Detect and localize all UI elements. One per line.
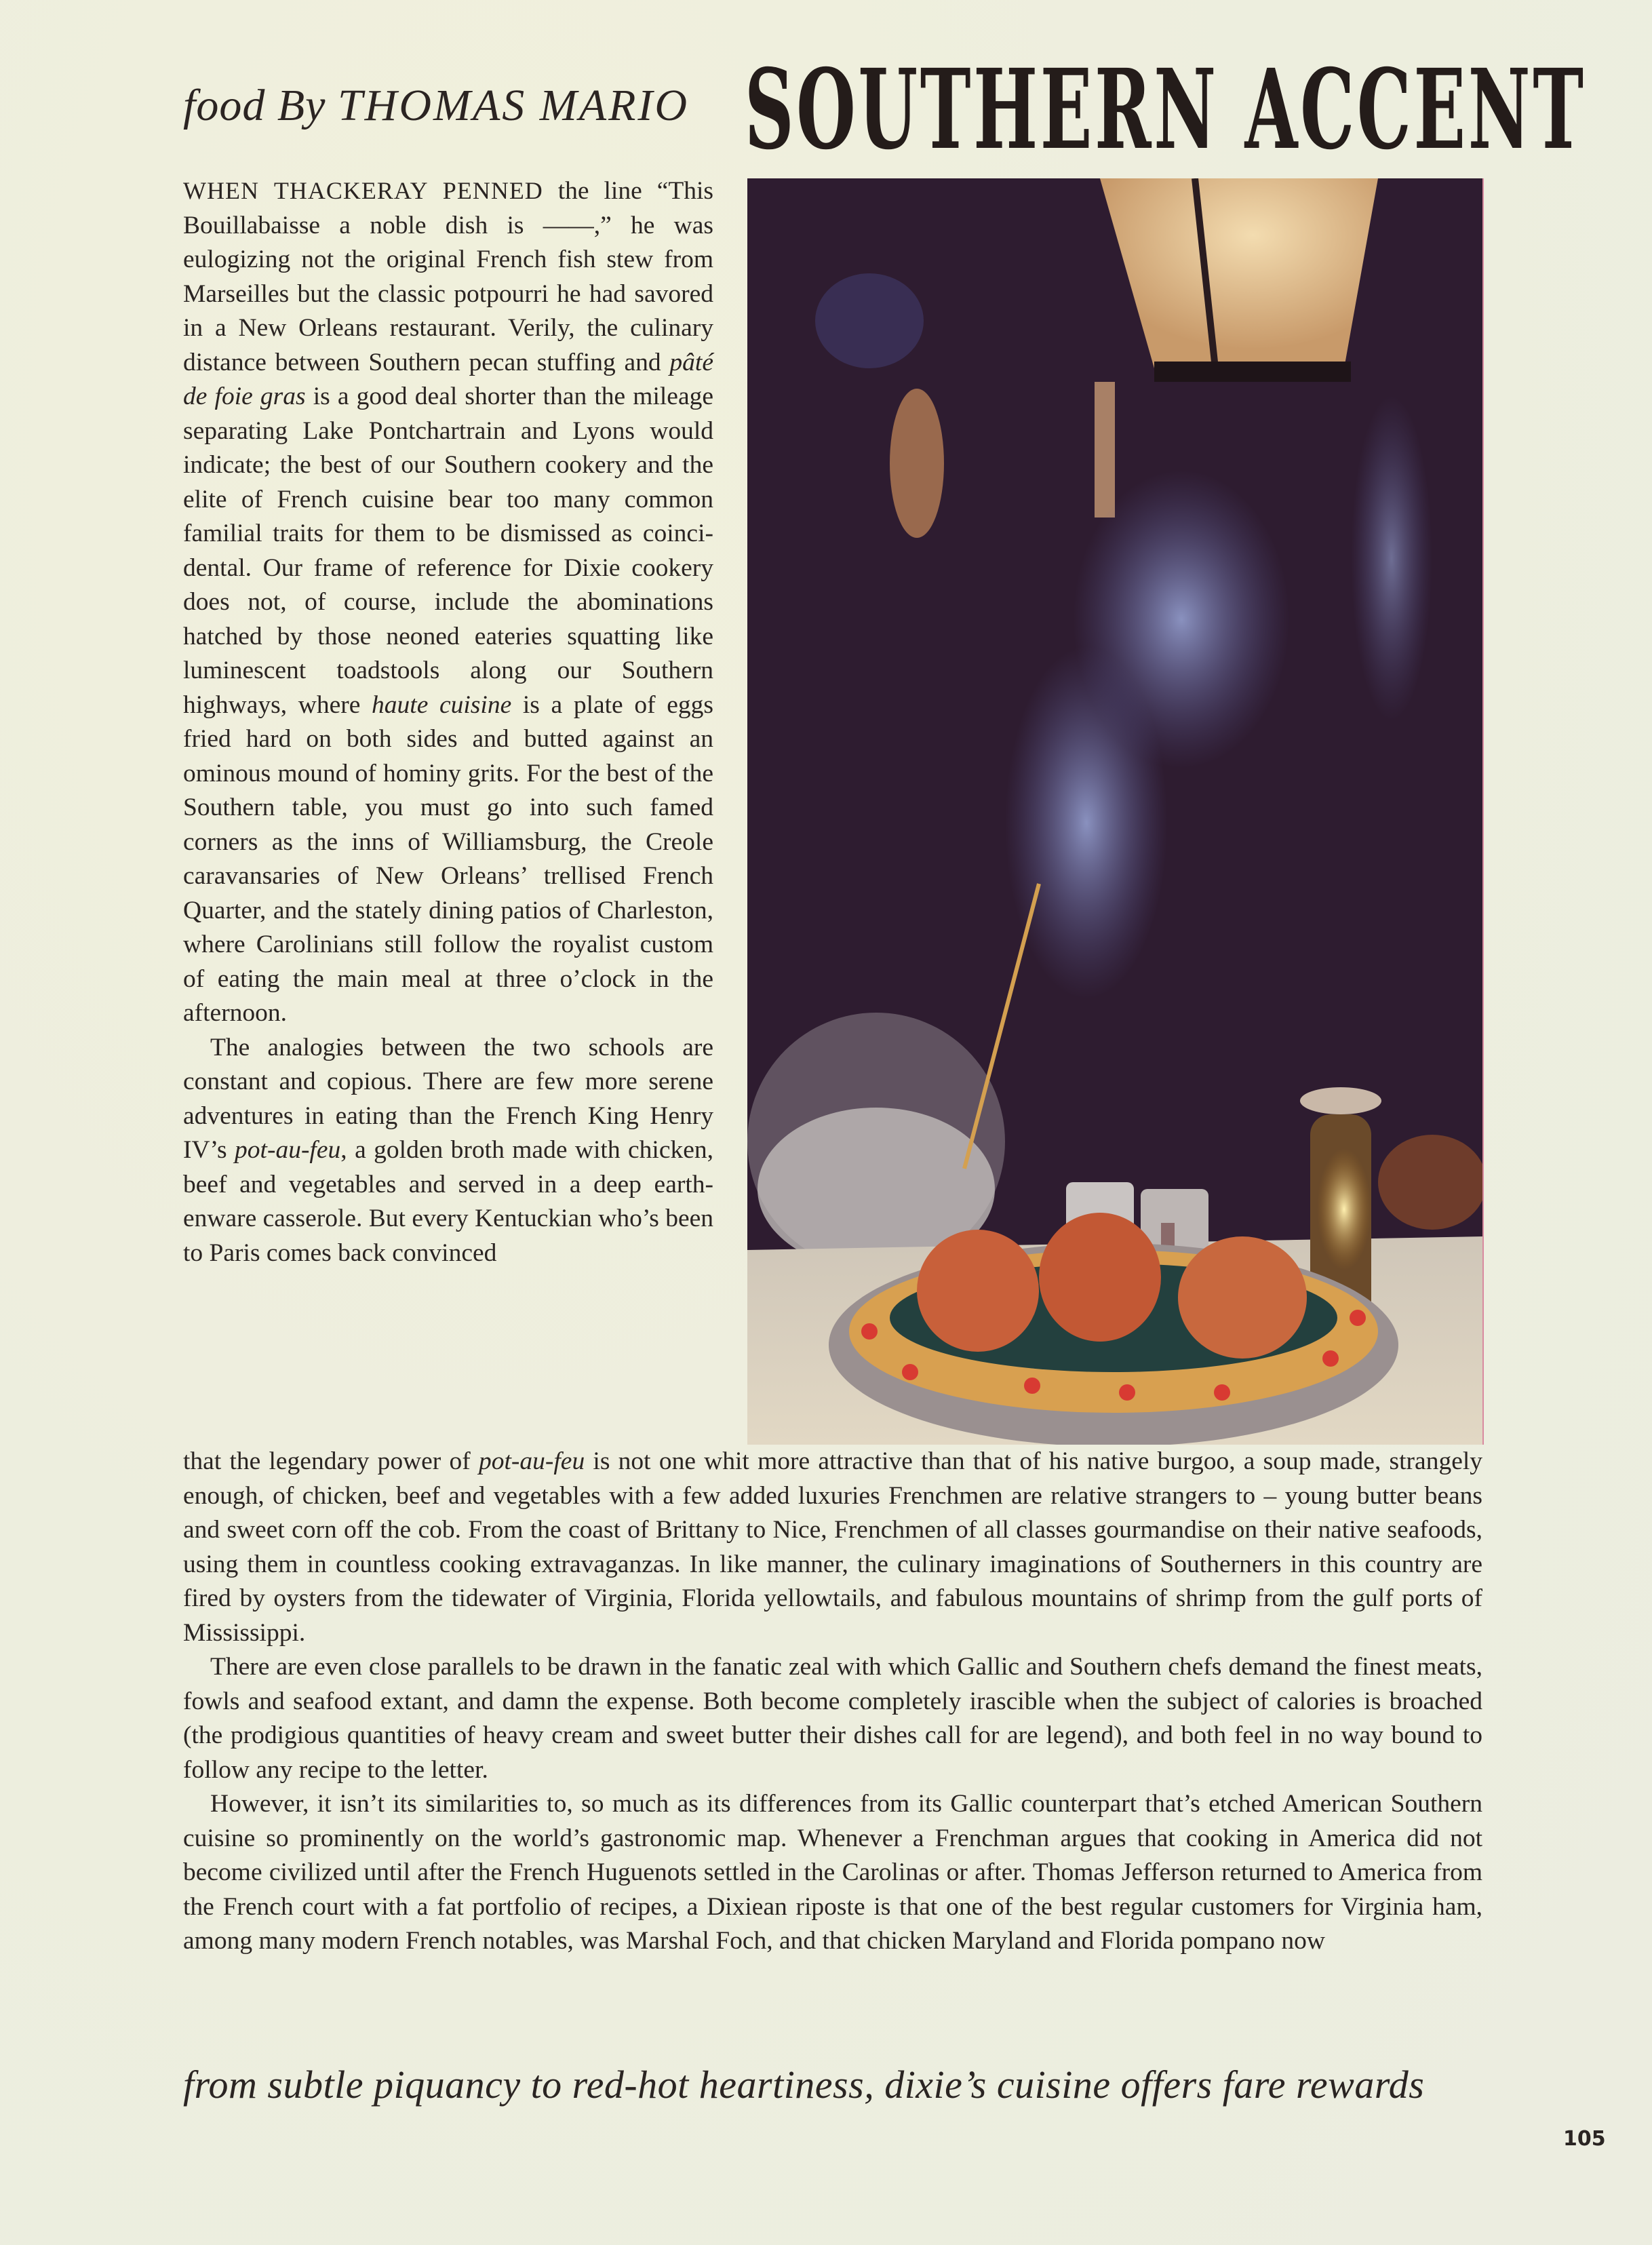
page-number: 105 bbox=[1563, 2127, 1606, 2151]
italic-term: haute cuisine bbox=[372, 690, 512, 719]
paragraph-4: However, it isn’t its similarities to, so much as its differences from its Gallic counterpart that’s etched American Southern cuisine so prominently on the world’s gastronomic map. Whenever a Frenchman argues that cooking in America did not become civilized until after the French Huguenots settled in the Carolinas or after. Thomas Jefferson returned to America from the French court with a fat portfolio of recipes, a Dixiean riposte is that one of the best regular customers for Virginia ham, among many modern French notables, was Marshal Foch, and that chicken Maryland and Florida pompano now bbox=[183, 1790, 1482, 1955]
byline-by: By bbox=[277, 81, 326, 130]
paragraph-1: WHEN THACKERAY PENNED the line “This Bouillabaisse a noble dish is ——,” he was eulogizing not the original French fish stew from Marseilles but the classic potpourri he had savored in a New Orleans restaurant. Verily, the culinary distance between Southern pecan stuffing and pâté de foie gras is a good deal shorter than the mileage separating Lake Pontchartrain and Lyons would indicate; the best of our Southern cookery and the elite of French cuisine bear too many common familial traits for them to be dismissed as coincidental. Our frame of reference for Dixie cookery does not, of course, include the abominations hatched by those neoned eateries squatting like luminescent toadstools along our Southern highways, where haute cuisine is a plate of eggs fried hard on both sides and butted against an ominous mound of hominy grits. For the best of the Southern table, you must go into such famed corners as the inns of Williamsburg, the Creole caravansaries of New Orleans’ trellised French Quarter, and the stately dining patios of Charleston, where Carolinians still follow the royalist custom of eating the main meal at three o’clock in the afternoon. bbox=[183, 177, 714, 1027]
italic-term: pot-au-feu bbox=[235, 1136, 341, 1164]
paragraph-2-continued: that the legendary power of pot-au-feu is not one whit more attractive than that of his native burgoo, a soup made, strangely enough, of chicken, beef and vegetables with a few added luxuries Frenchmen are relative strangers to – young butter beans and sweet corn off the cob. From the coast of Brittany to Nice, Frenchmen of all classes gourmandise on their native seafoods, using them in countless cooking extravaganzas. In like manner, the culinary imaginations of Southerners in this country are fired by oysters from the tidewater of Virginia, Florida yellowtails, and fabulous mountains of shrimp from the gulf ports of Mississippi. bbox=[183, 1447, 1483, 1647]
paragraph-3: There are even close parallels to be drawn in the fanatic zeal with which Gallic and Southern chefs demand the finest meats, fowls and seafood extant, and damn the expense. Both become completely irascible when the subject of calories is broached (the prodigious quantities of heavy cream and sweet butter their dishes call for are legend), and both feel in no way bound to follow any recipe to the letter. bbox=[183, 1653, 1482, 1784]
photo-illustration bbox=[747, 178, 1482, 1445]
italic-term: pot-au-feu bbox=[478, 1447, 585, 1475]
byline bbox=[183, 80, 689, 132]
italic-term: pâté de foie gras bbox=[183, 348, 713, 410]
author-name: THOMAS MARIO bbox=[337, 81, 690, 130]
article-full-width bbox=[183, 1445, 1482, 1959]
food-photograph bbox=[747, 178, 1482, 1445]
tagline: from subtle piquancy to red-hot heartiness, dixie’s cuisine offers fare rewards bbox=[183, 2063, 1425, 2107]
paragraph-2: The analogies between the two schools are constant and copious. There are few more serene adventures in eating than the French King Henry IV’s pot-au-feu, a golden broth made with chicken, beef and vegetables and served in a deep earthenware casserole. But every Kentuckian who’s been to Paris comes back convinced bbox=[183, 1033, 713, 1267]
headline: SOUTHERN ACCENT bbox=[745, 45, 1586, 174]
lead-in: WHEN THACKERAY PENNED bbox=[183, 177, 543, 204]
section-label: food bbox=[183, 81, 266, 130]
article-column bbox=[183, 174, 713, 1270]
